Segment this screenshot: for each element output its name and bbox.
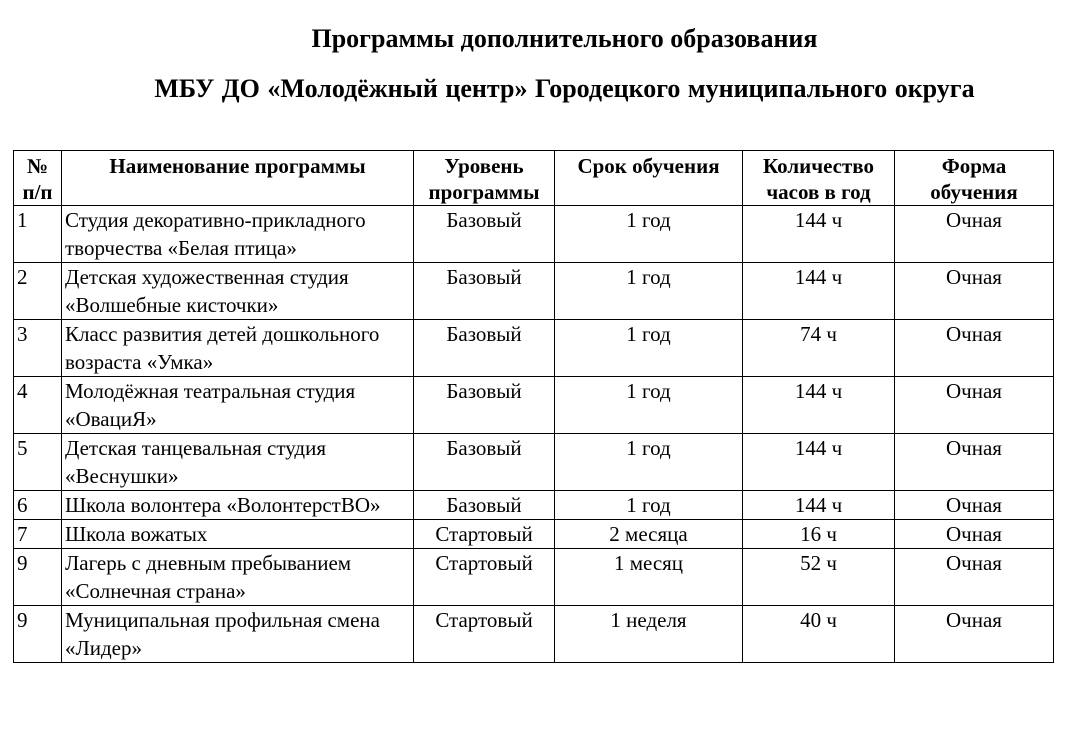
- cell-term: 1 год: [555, 320, 743, 377]
- cell-term: 1 год: [555, 377, 743, 434]
- cell-form: Очная: [895, 263, 1054, 320]
- cell-term: 2 месяца: [555, 520, 743, 549]
- cell-hours: 144 ч: [743, 491, 895, 520]
- cell-form: Очная: [895, 549, 1054, 606]
- cell-name: Школа волонтера «ВолонтерстВО»: [62, 491, 414, 520]
- cell-level: Базовый: [414, 377, 555, 434]
- cell-num: 7: [14, 520, 62, 549]
- table-row: [14, 549, 1054, 606]
- document-title: Программы дополнительного образования: [311, 24, 818, 53]
- table-row: [14, 606, 1054, 663]
- cell-hours: 144 ч: [743, 263, 895, 320]
- cell-hours: 74 ч: [743, 320, 895, 377]
- cell-level: Стартовый: [414, 549, 555, 606]
- document-subtitle: МБУ ДО «Молодёжный центр» Городецкого муниципального округа: [154, 74, 975, 103]
- table-row: [14, 434, 1054, 491]
- cell-name: Молодёжная театральная студия «ОвациЯ»: [62, 377, 414, 434]
- cell-num: 9: [14, 549, 62, 606]
- header-num: № п/п: [14, 151, 62, 206]
- cell-num: 1: [14, 206, 62, 263]
- cell-term: 1 год: [555, 206, 743, 263]
- cell-num: 9: [14, 606, 62, 663]
- cell-name: Класс развития детей дошкольного возраста «Умка»: [62, 320, 414, 377]
- cell-term: 1 год: [555, 491, 743, 520]
- cell-form: Очная: [895, 491, 1054, 520]
- cell-num: 2: [14, 263, 62, 320]
- cell-name: Муниципальная профильная смена «Лидер»: [62, 606, 414, 663]
- cell-hours: 144 ч: [743, 206, 895, 263]
- header-hours: Количество часов в год: [743, 151, 895, 206]
- programs-table: [13, 150, 1054, 663]
- cell-form: Очная: [895, 520, 1054, 549]
- cell-level: Базовый: [414, 206, 555, 263]
- cell-level: Базовый: [414, 491, 555, 520]
- cell-num: 5: [14, 434, 62, 491]
- cell-name: Детская танцевальная студия «Веснушки»: [62, 434, 414, 491]
- cell-form: Очная: [895, 206, 1054, 263]
- cell-name: Лагерь с дневным пребыванием «Солнечная страна»: [62, 549, 414, 606]
- cell-term: 1 год: [555, 263, 743, 320]
- cell-num: 6: [14, 491, 62, 520]
- cell-term: 1 месяц: [555, 549, 743, 606]
- cell-name: Детская художественная студия «Волшебные кисточки»: [62, 263, 414, 320]
- header-term: Срок обучения: [555, 151, 743, 206]
- cell-term: 1 неделя: [555, 606, 743, 663]
- header-level: Уровень программы: [414, 151, 555, 206]
- cell-name: Школа вожатых: [62, 520, 414, 549]
- cell-level: Стартовый: [414, 520, 555, 549]
- cell-hours: 144 ч: [743, 434, 895, 491]
- cell-level: Базовый: [414, 263, 555, 320]
- cell-form: Очная: [895, 377, 1054, 434]
- table-row: [14, 263, 1054, 320]
- table-header-row: [14, 151, 1054, 206]
- cell-form: Очная: [895, 606, 1054, 663]
- cell-hours: 40 ч: [743, 606, 895, 663]
- table-row: [14, 320, 1054, 377]
- cell-num: 3: [14, 320, 62, 377]
- cell-form: Очная: [895, 320, 1054, 377]
- table-row: [14, 377, 1054, 434]
- cell-level: Стартовый: [414, 606, 555, 663]
- header-name: Наименование программы: [62, 151, 414, 206]
- cell-num: 4: [14, 377, 62, 434]
- cell-term: 1 год: [555, 434, 743, 491]
- table-row: [14, 206, 1054, 263]
- cell-level: Базовый: [414, 434, 555, 491]
- table-row: [14, 520, 1054, 549]
- table-row: [14, 491, 1054, 520]
- cell-hours: 52 ч: [743, 549, 895, 606]
- cell-name: Студия декоративно-прикладного творчества «Белая птица»: [62, 206, 414, 263]
- header-form: Форма обучения: [895, 151, 1054, 206]
- cell-level: Базовый: [414, 320, 555, 377]
- cell-hours: 144 ч: [743, 377, 895, 434]
- cell-form: Очная: [895, 434, 1054, 491]
- cell-hours: 16 ч: [743, 520, 895, 549]
